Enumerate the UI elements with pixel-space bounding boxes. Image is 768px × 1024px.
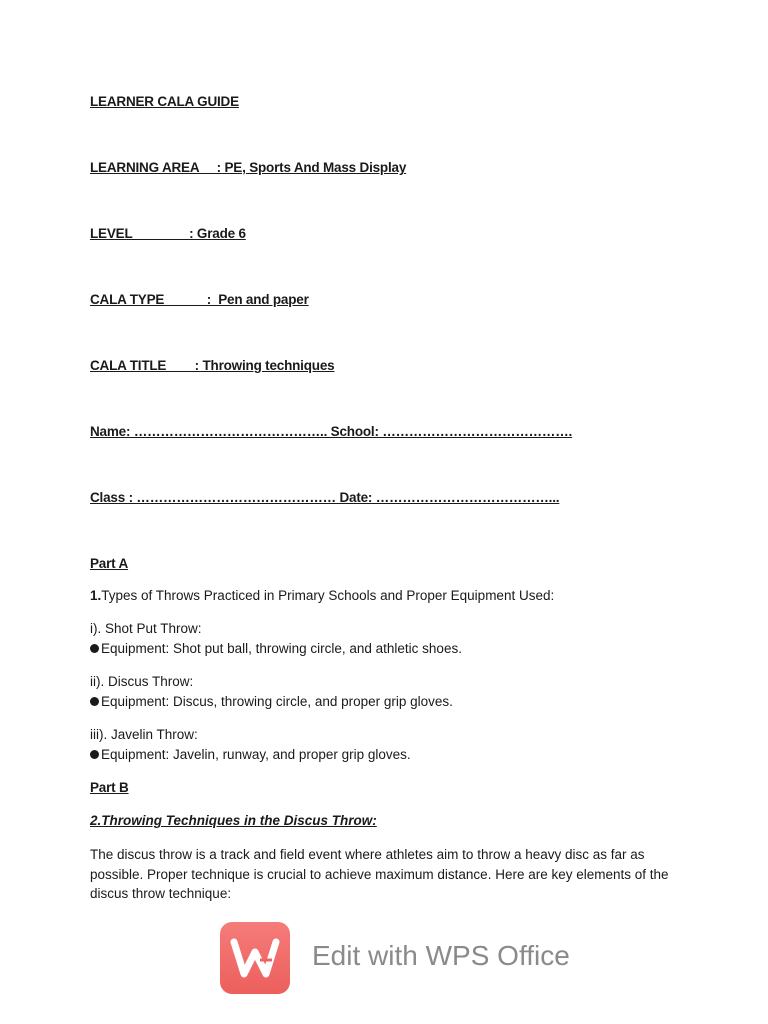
name-school-line: Name: …………………………………….. School: …………………………………….: [90, 424, 573, 439]
learning-area-line: LEARNING AREA : PE, Sports And Mass Display: [90, 160, 407, 175]
question-1-text: Types of Throws Practiced in Primary Schools and Proper Equipment Used:: [101, 588, 555, 603]
wps-logo-icon: [220, 922, 290, 994]
item-title-shot-put: i). Shot Put Throw:: [90, 621, 202, 636]
item-title-javelin: iii). Javelin Throw:: [90, 727, 198, 742]
discus-paragraph: The discus throw is a track and field event where athletes aim to throw a heavy disc as far as possible. Proper technique is crucial to achieve maximum distance. Here are key elements of the discus throw technique:: [90, 847, 669, 901]
equipment-text: Equipment: Shot put ball, throwing circle, and athletic shoes.: [101, 641, 462, 656]
class-date-line: Class : ……………………………………… Date: …………………………………...: [90, 490, 560, 505]
wps-watermark[interactable]: [220, 922, 600, 996]
item-equipment-javelin: [90, 746, 411, 764]
item-equipment-shot-put: [90, 640, 462, 658]
question-1-number: 1.: [90, 588, 102, 603]
bullet-icon: [90, 750, 99, 759]
item-title-discus: ii). Discus Throw:: [90, 674, 194, 689]
part-b-heading: Part B: [90, 780, 129, 795]
bullet-icon: [90, 644, 99, 653]
question-1: [90, 587, 554, 605]
item-equipment-discus: [90, 693, 453, 711]
cala-title-line: CALA TITLE : Throwing techniques: [90, 358, 335, 373]
equipment-text: Equipment: Discus, throwing circle, and proper grip gloves.: [101, 694, 453, 709]
part-a-heading: Part A: [90, 556, 129, 571]
cala-type-line: CALA TYPE : Pen and paper: [90, 292, 309, 307]
level-line: LEVEL : Grade 6: [90, 226, 246, 241]
question-2-title: 2.Throwing Techniques in the Discus Throw:: [90, 813, 377, 828]
wps-edit-label: Edit with WPS Office: [312, 940, 570, 971]
bullet-icon: [90, 697, 99, 706]
equipment-text: Equipment: Javelin, runway, and proper grip gloves.: [101, 747, 411, 762]
guide-title: LEARNER CALA GUIDE: [90, 94, 239, 109]
wps-w-glyph: [220, 922, 290, 994]
